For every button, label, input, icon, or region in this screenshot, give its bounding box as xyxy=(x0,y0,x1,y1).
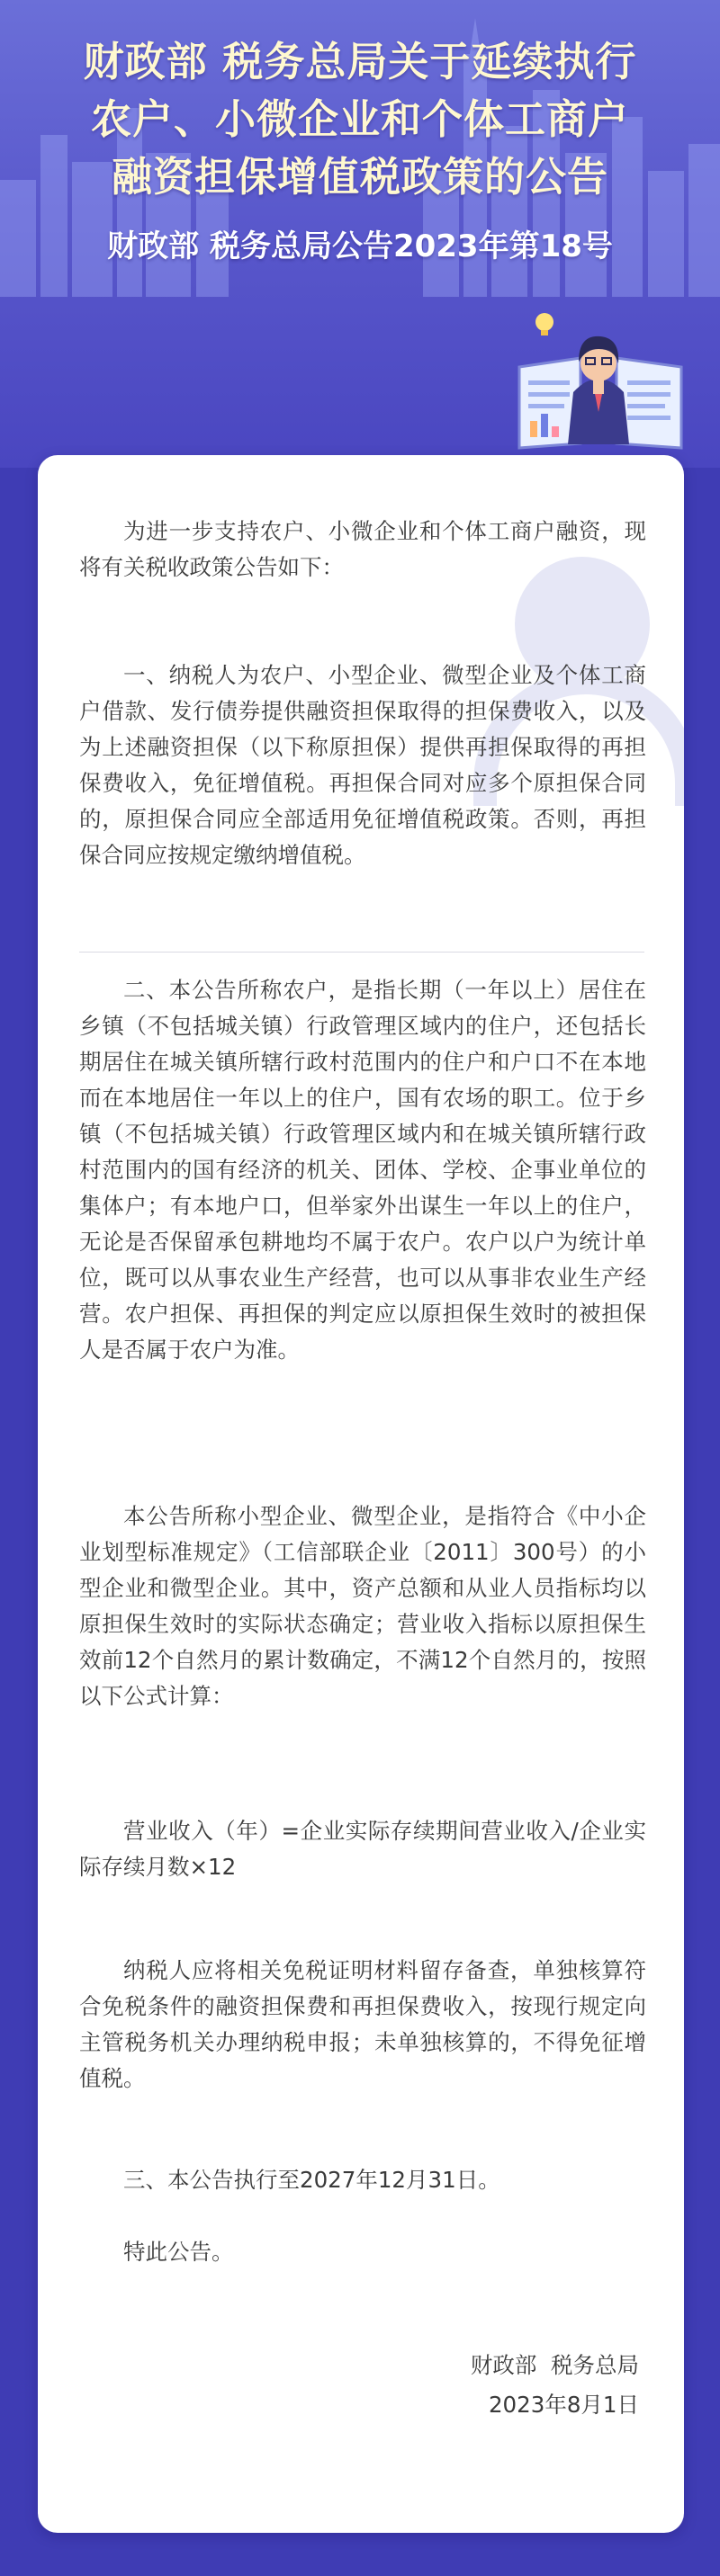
title-line-3: 融资担保增值税政策的公告 xyxy=(111,153,608,201)
teacher-with-books-illustration-icon xyxy=(508,295,688,457)
revenue-formula: 营业收入（年）=企业实际存续期间营业收入/企业实际存续月数×12 xyxy=(79,1818,646,1880)
section-3-paragraph: 三、本公告执行至2027年12月31日。 xyxy=(123,2167,500,2193)
title-line-1: 财政部 税务总局关于延续执行 xyxy=(83,38,637,85)
filing-paragraph: 纳税人应将相关免税证明材料留存备查，单独核算符合免税条件的融资担保费和再担保费收入，按现行规定向主管税务机关办理纳税申报；未单独核算的，不得免征增值税。 xyxy=(79,1957,646,2091)
issuers-signature: 财政部 税务总局 xyxy=(470,2352,639,2378)
section-divider xyxy=(79,952,644,953)
section-2-paragraph: 二、本公告所称农户，是指长期（一年以上）居住在乡镇（不包括城关镇）行政管理区域内的住户，还包括长期居住在城关镇所辖行政村范围内的住户和户口不在本地而在本地居住一年以上的住户，国有农场的职工。位于乡镇（不包括城关镇）行政管理区域内和在城关镇所辖行政村范围内的国有经济的机关、团体、学校、企事业单位的集体户；有本地户口，但举家外出谋生一年以上的住户，无论是否保留承包耕地均不属于农户。农户以户为统计单位，既可以从事农业生产经营，也可以从事非农业生产经营。农户担保、再担保的判定应以原担保生效时的被担保人是否属于农户为准。 xyxy=(79,977,646,1363)
announcement-number: 财政部 税务总局公告2023年第18号 xyxy=(107,228,613,264)
section-1-paragraph: 一、纳税人为农户、小型企业、微型企业及个体工商户借款、发行债券提供融资担保取得的担保费收入，以及为上述融资担保（以下称原担保）提供再担保取得的再担保费收入，免征增值税。再担保合同对应多个原担保合同的，原担保合同应全部适用免征增值税政策。否则，再担保合同应按规定缴纳增值税。 xyxy=(79,662,646,868)
sme-definition-paragraph: 本公告所称小型企业、微型企业，是指符合《中小企业划型标准规定》（工信部联企业〔2011〕300号）的小型企业和微型企业。其中，资产总额和从业人员指标均以原担保生效时的实际状态确定；营业收入指标以原担保生效前12个自然月的累计数确定，不满12个自然月的，按照以下公式计算： xyxy=(79,1503,646,1709)
issue-date: 2023年8月1日 xyxy=(488,2392,639,2418)
header-banner xyxy=(0,0,720,468)
announcement-card xyxy=(38,455,684,2533)
title-line-2: 农户、小微企业和个体工商户 xyxy=(90,95,629,143)
closing-line: 特此公告。 xyxy=(123,2239,234,2265)
intro-paragraph: 为进一步支持农户、小微企业和个体工商户融资，现将有关税收政策公告如下： xyxy=(79,518,646,580)
